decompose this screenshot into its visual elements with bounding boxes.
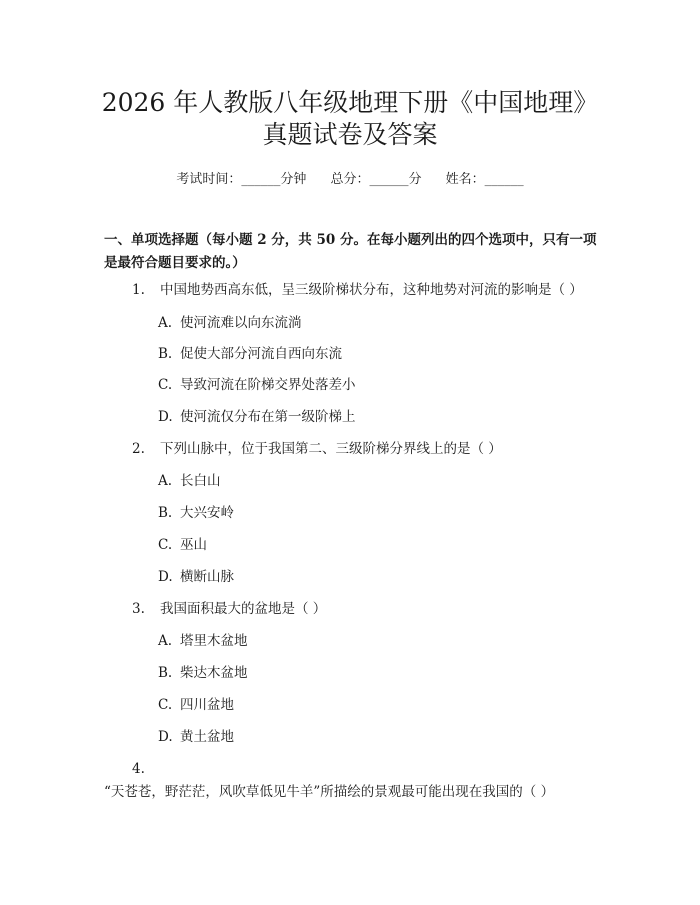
- question-number: 1.: [132, 282, 145, 298]
- question-1: [132, 278, 602, 302]
- question-1-option-a: [158, 311, 578, 335]
- option-letter: B.: [158, 665, 173, 681]
- section-heading: 一、单项选择题（每小题 2 分，共 50 分。在每小题列出的四个选项中，只有一项是最符合题目要求的。）: [104, 232, 597, 271]
- question-1-option-d: [158, 405, 578, 429]
- option-letter: C.: [158, 697, 173, 713]
- exam-time-field: 考试时间：______分钟: [176, 172, 307, 187]
- question-number: 2.: [132, 441, 145, 457]
- option-letter: A.: [158, 633, 173, 649]
- option-text: 长白山: [180, 473, 221, 489]
- option-letter: C.: [158, 537, 173, 553]
- exam-title-line2: 真题试卷及答案: [262, 120, 438, 149]
- question-2: [132, 437, 602, 461]
- question-text: “天苍苍，野茫茫，风吹草低见牛羊”所描绘的景观最可能出现在我国的（ ）: [104, 784, 555, 800]
- option-letter: A.: [158, 473, 173, 489]
- question-3-option-c: [158, 693, 578, 717]
- option-letter: B.: [158, 505, 173, 521]
- question-1-option-b: [158, 342, 578, 366]
- option-text: 塔里木盆地: [180, 633, 248, 649]
- question-2-option-b: [158, 501, 578, 525]
- option-letter: D.: [158, 729, 173, 745]
- option-letter: A.: [158, 315, 173, 331]
- question-2-option-a: [158, 469, 578, 493]
- question-3-option-a: [158, 629, 578, 653]
- question-3: [132, 597, 602, 621]
- question-2-option-d: [158, 565, 578, 589]
- option-text: 柴达木盆地: [180, 665, 248, 681]
- question-1-option-c: [158, 373, 578, 397]
- option-text: 横断山脉: [180, 569, 234, 585]
- question-text: 我国面积最大的盆地是（ ）: [160, 601, 327, 617]
- option-text: 大兴安岭: [180, 505, 234, 521]
- option-text: 黄土盆地: [180, 729, 234, 745]
- option-text: 使河流仅分布在第一级阶梯上: [180, 409, 356, 425]
- question-2-option-c: [158, 533, 578, 557]
- question-text: 下列山脉中，位于我国第二、三级阶梯分界线上的是（ ）: [160, 441, 502, 457]
- question-3-option-d: [158, 725, 578, 749]
- option-text: 巫山: [180, 537, 207, 553]
- question-3-option-b: [158, 661, 578, 685]
- total-score-field: 总分：______分: [330, 172, 422, 187]
- question-number: 3.: [132, 601, 145, 617]
- option-text: 促使大部分河流自西向东流: [180, 346, 342, 362]
- option-text: 导致河流在阶梯交界处落差小: [180, 377, 356, 393]
- option-letter: D.: [158, 569, 173, 585]
- option-text: 四川盆地: [180, 697, 234, 713]
- option-letter: C.: [158, 377, 173, 393]
- exam-meta: [0, 168, 700, 187]
- option-letter: B.: [158, 346, 173, 362]
- option-letter: D.: [158, 409, 173, 425]
- exam-title-line1: 2026 年人教版八年级地理下册《中国地理》: [101, 88, 599, 117]
- question-text: 中国地势西高东低，呈三级阶梯状分布，这种地势对河流的影响是（ ）: [160, 282, 583, 298]
- question-number: 4.: [132, 761, 145, 777]
- option-text: 使河流难以向东流淌: [180, 315, 302, 331]
- question-4: [104, 758, 604, 804]
- student-name-field: 姓名：______: [445, 172, 524, 187]
